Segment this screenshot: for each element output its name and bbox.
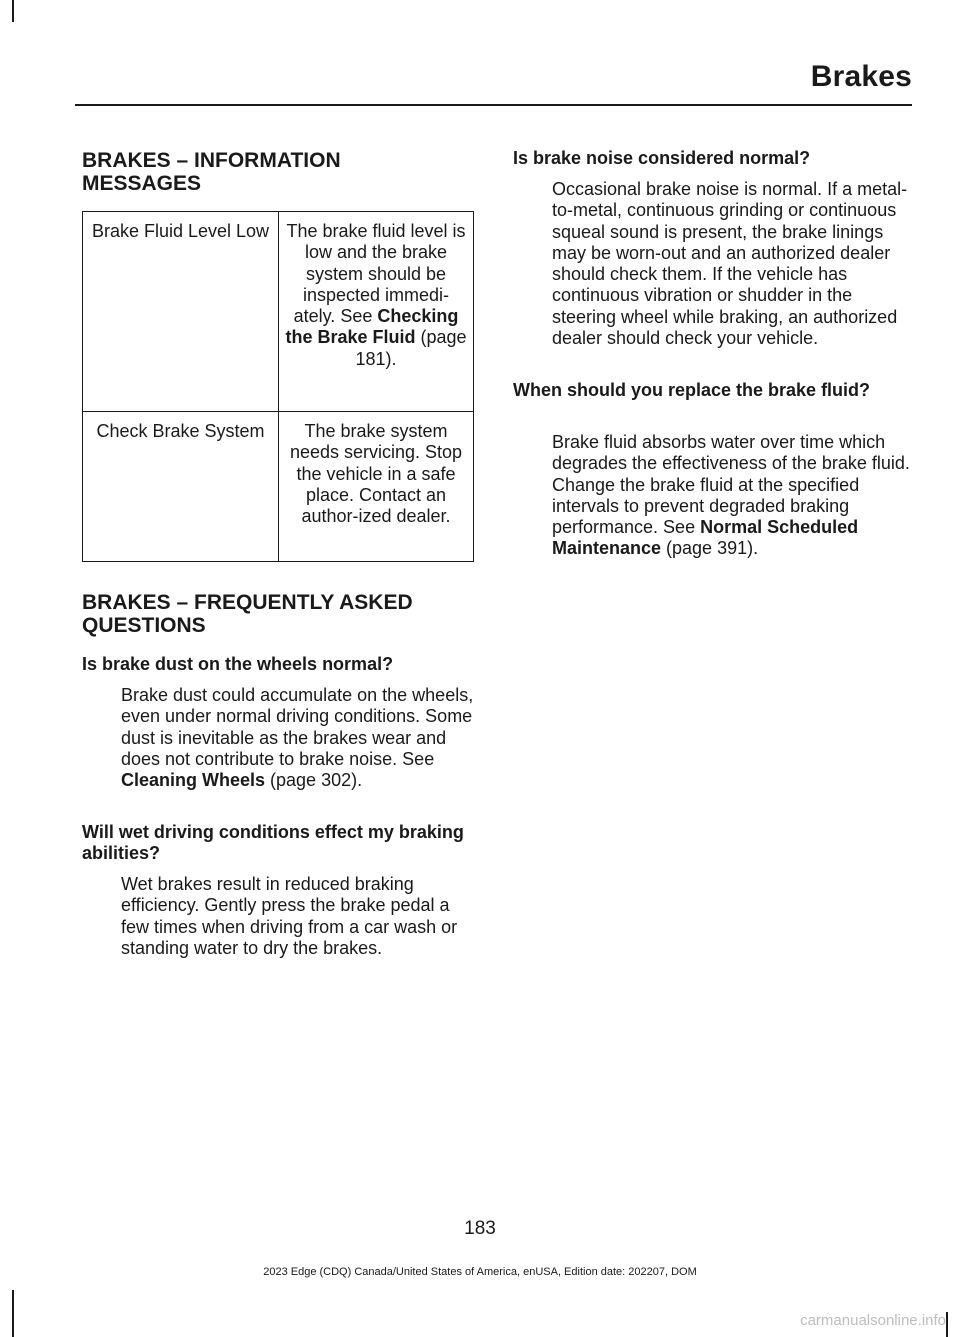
checking-brake-fluid-link[interactable]: Checking the Brake Fluid [285,306,459,348]
faq-question: Is brake dust on the wheels normal? [82,654,394,674]
faq-answer [513,432,912,560]
table-row [83,412,474,562]
answer-text: Brake fluid absorbs water over time which degrades the effectiveness of the brake fluid. Change the brake fluid at the specified intervals to prevent degraded braking performance. See [552,432,910,538]
action-page-ref: (page 181). [355,327,467,369]
crop-mark-bottom-left [12,1290,14,1337]
faq-answer [82,685,477,791]
action-text: The brake system needs servicing. Stop the vehicle in a safe place. Contact an author-ized dealer. [289,421,463,527]
crop-mark-bottom-right [946,1312,948,1337]
faq-question: Will wet driving conditions effect my braking abilities? [82,822,464,863]
action-text: The brake fluid level is low and the brake system should be inspected immedi-ately. See [286,221,466,327]
normal-scheduled-maintenance-link[interactable]: Normal Scheduled Maintenance [552,517,859,559]
page-title: Brakes [810,60,912,93]
answer-text: Brake dust could accumulate on the wheels, even under normal driving conditions. Some dust is inevitable as the brakes wear and does not contribute to brake noise. See [121,685,474,769]
faq-answer [82,874,477,959]
action-cell [279,212,474,412]
info-section-heading: BRAKES – INFORMATION MESSAGES [82,149,341,195]
header-divider [75,104,912,106]
message-cell: Brake Fluid Level Low [83,212,279,412]
edition-footer: 2023 Edge (CDQ) Canada/United States of America, enUSA, Edition date: 202207, DOM [263,1266,697,1278]
table-row [83,212,474,412]
faq-question: When should you replace the brake fluid? [513,380,871,400]
answer-text: Occasional brake noise is normal. If a metal-to-metal, continuous grinding or continuous squeal sound is present, the brake linings may be worn-out and an authorized dealer should check them. If the vehicle has continuous vibration or shudder in the steering wheel while braking, an authorized dealer should check your vehicle. [552,179,908,349]
action-cell [279,412,474,562]
page-number: 183 [464,1218,496,1239]
message-cell: Check Brake System [83,412,279,562]
answer-text: Wet brakes result in reduced braking efficiency. Gently press the brake pedal a few times when driving from a car wash or standing water to dry the brakes. [121,874,458,958]
answer-page-ref: (page 391). [661,538,759,559]
cleaning-wheels-link[interactable]: Cleaning Wheels [121,770,266,791]
crop-mark-top-left [12,0,14,22]
answer-page-ref: (page 302). [265,770,363,791]
watermark: carmanualsonline.info [800,1312,946,1329]
faq-answer [513,179,908,349]
faq-section-heading: BRAKES – FREQUENTLY ASKED QUESTIONS [82,591,413,637]
info-messages-table [82,211,474,562]
faq-question: Is brake noise considered normal? [513,148,811,168]
